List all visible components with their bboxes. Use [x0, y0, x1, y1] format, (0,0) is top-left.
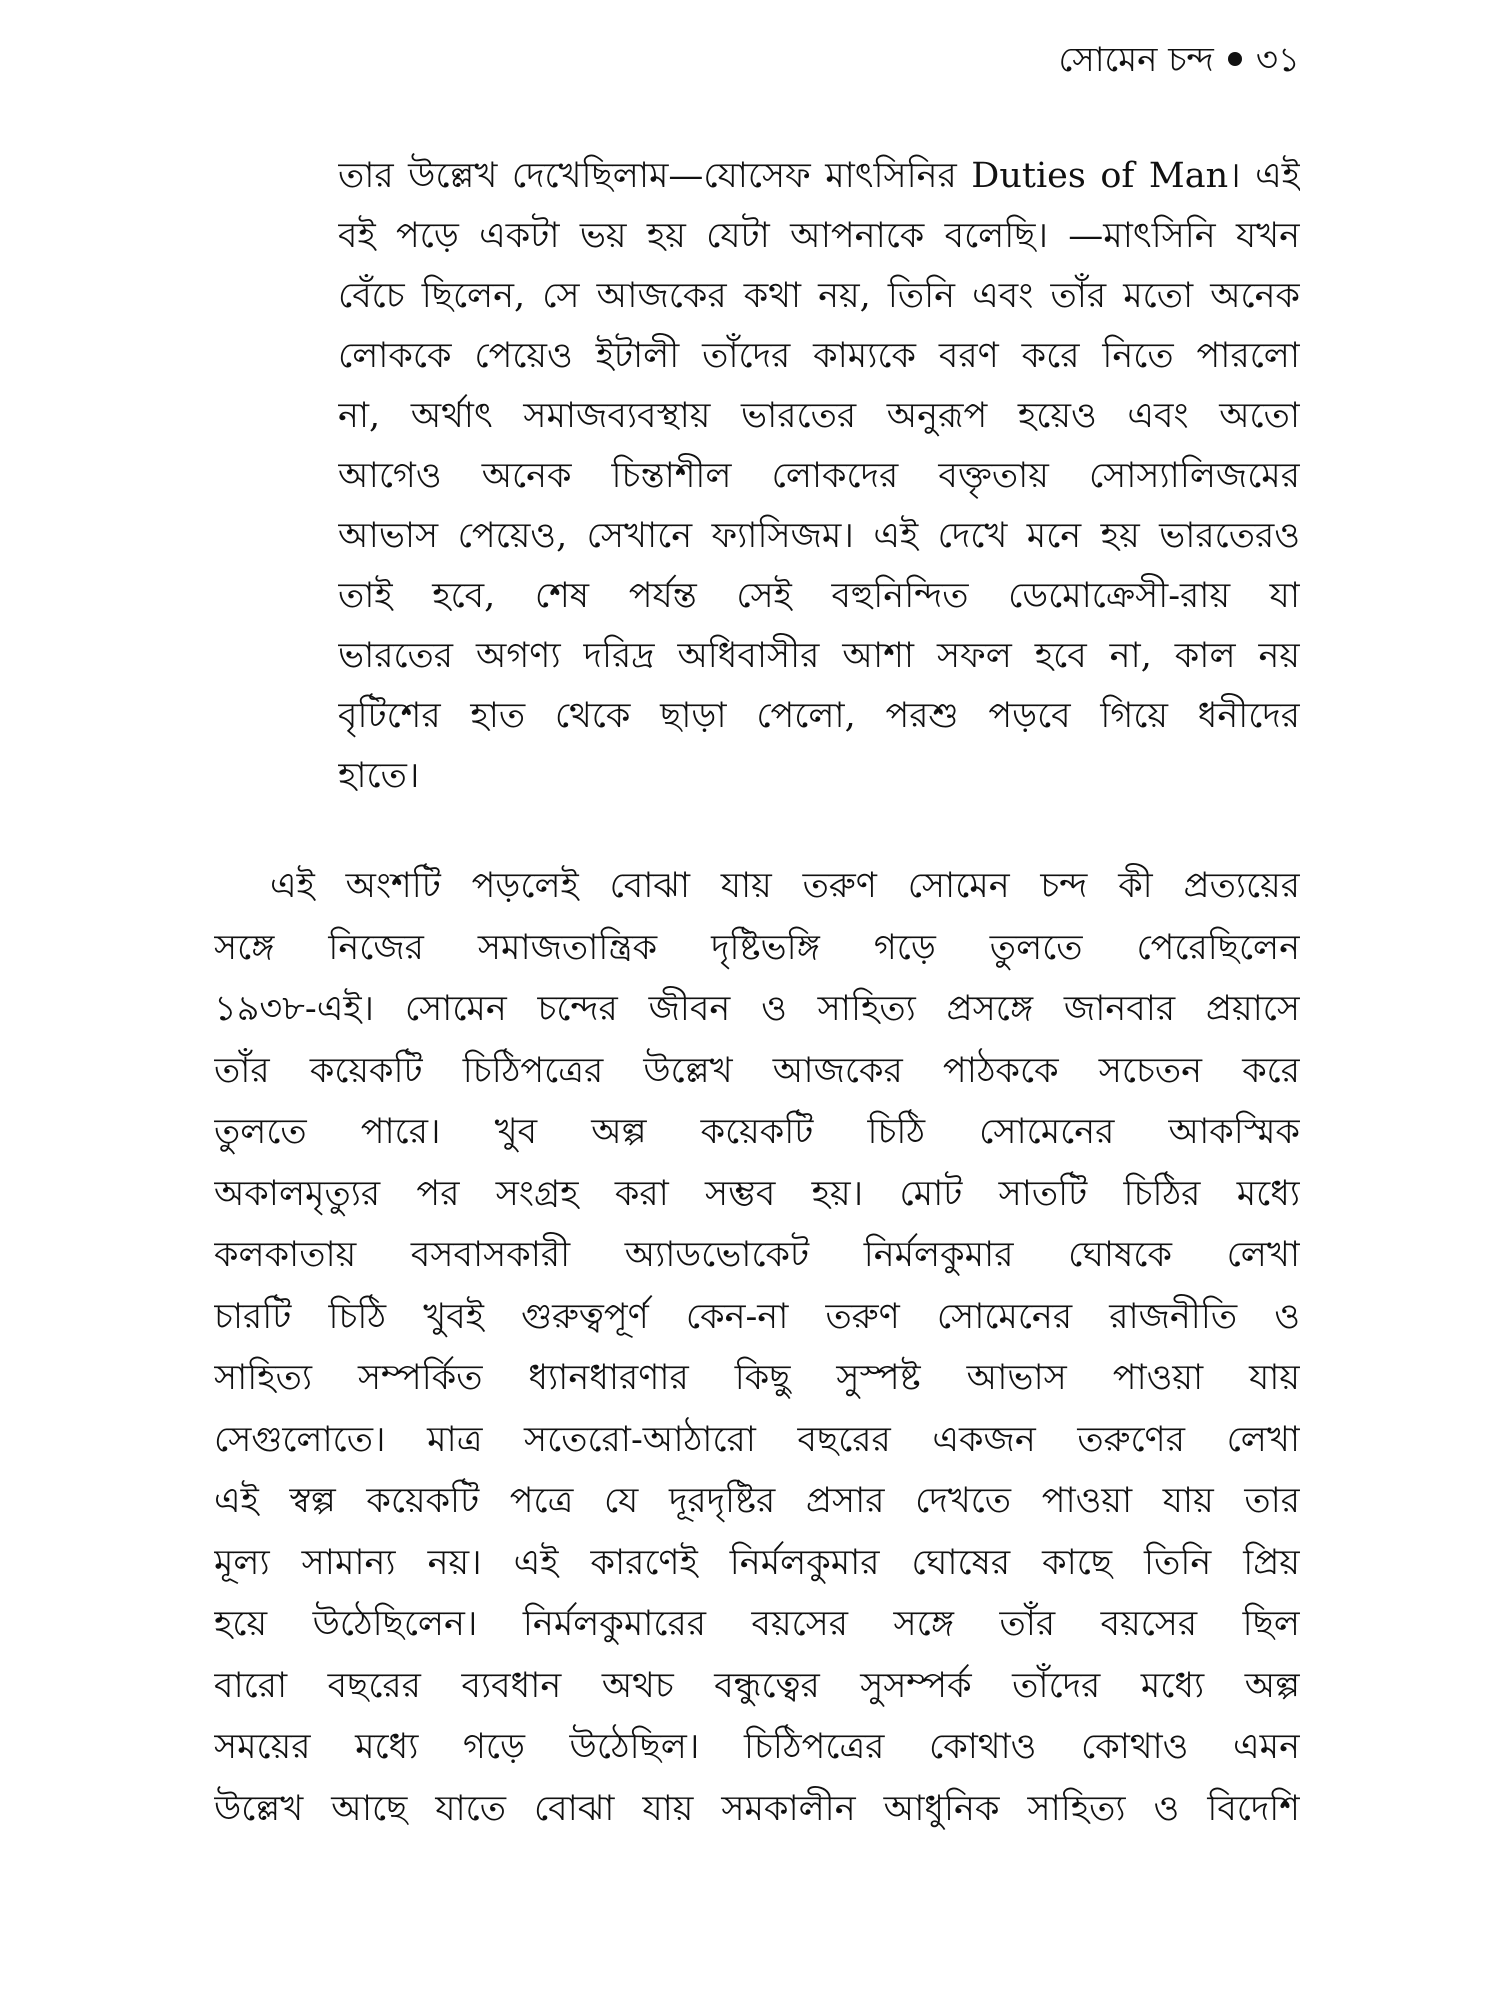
body-line: এই অংশটি পড়লেই বোঝা যায় তরুণ সোমেন চন্দ কী প্রত্যয়ের: [270, 866, 1300, 906]
body-line: মূল্য সামান্য নয়। এই কারণেই নির্মলকুমার ঘোষের কাছে তিনি প্রিয়: [214, 1542, 1300, 1583]
page-number: ৩১: [1255, 40, 1300, 80]
body-line: বারো বছরের ব্যবধান অথচ বন্ধুত্বের সুসম্পর্ক তাঁদের মধ্যে অল্প: [214, 1665, 1300, 1706]
body-line: সাহিত্য সম্পর্কিত ধ্যানধারণার কিছু সুস্পষ্ট আভাস পাওয়া যায়: [214, 1358, 1300, 1398]
quote-line: হাতে।: [338, 756, 420, 796]
running-header: [1058, 38, 1300, 82]
quote-line: লোককে পেয়েও ইটালী তাঁদের কাম্যকে বরণ করে নিতে পারলো: [338, 336, 1300, 376]
quote-line: বেঁচে ছিলেন, সে আজকের কথা নয়, তিনি এবং তাঁর মতো অনেক: [338, 276, 1300, 316]
body-line: সঙ্গে নিজের সমাজতান্ত্রিক দৃষ্টিভঙ্গি গড়ে তুলতে পেরেছিলেন: [214, 927, 1300, 968]
quote-line: আগেও অনেক চিন্তাশীল লোকদের বক্তৃতায় সোস্যালিজমের: [338, 456, 1300, 496]
body-line: চারটি চিঠি খুবই গুরুত্বপূর্ণ কেন-না তরুণ সোমেনের রাজনীতি ও: [214, 1296, 1300, 1337]
quote-line: তার উল্লেখ দেখেছিলাম—যোসেফ মাৎসিনির Duties of Man। এই: [338, 156, 1300, 196]
quote-line: বৃটিশের হাত থেকে ছাড়া পেলো, পরশু পড়বে গিয়ে ধনীদের: [338, 696, 1300, 736]
bullet-icon: [1228, 52, 1242, 66]
body-line: তুলতে পারে। খুব অল্প কয়েকটি চিঠি সোমেনের আকস্মিক: [214, 1112, 1300, 1152]
running-header-title: সোমেন চন্দ: [1058, 40, 1214, 80]
block-quote: [338, 146, 1300, 846]
body-line: হয়ে উঠেছিলেন। নির্মলকুমারের বয়সের সঙ্গে তাঁর বয়সের ছিল: [214, 1604, 1300, 1644]
quote-line: না, অর্থাৎ সমাজব্যবস্থায় ভারতের অনুরূপ হয়েও এবং অতো: [338, 396, 1300, 436]
body-line: অকালমৃত্যুর পর সংগ্রহ করা সম্ভব হয়। মোট সাতটি চিঠির মধ্যে: [214, 1173, 1300, 1214]
body-line: কলকাতায় বসবাসকারী অ্যাডভোকেট নির্মলকুমার ঘোষকে লেখা: [214, 1235, 1300, 1275]
body-line: এই স্বল্প কয়েকটি পত্রে যে দূরদৃষ্টির প্রসার দেখতে পাওয়া যায় তার: [214, 1481, 1300, 1521]
quote-line: ভারতের অগণ্য দরিদ্র অধিবাসীর আশা সফল হবে না, কাল নয়: [338, 636, 1300, 676]
body-line: সেগুলোতে। মাত্র সতেরো-আঠারো বছরের একজন তরুণের লেখা: [214, 1419, 1300, 1460]
body-line: সময়ের মধ্যে গড়ে উঠেছিল। চিঠিপত্রের কোথাও কোথাও এমন: [214, 1727, 1300, 1767]
quote-line: বই পড়ে একটা ভয় হয় যেটা আপনাকে বলেছি। —মাৎসিনি যখন: [338, 216, 1300, 256]
body-line: উল্লেখ আছে যাতে বোঝা যায় সমকালীন আধুনিক সাহিত্য ও বিদেশি: [214, 1788, 1300, 1829]
body-line: তাঁর কয়েকটি চিঠিপত্রের উল্লেখ আজকের পাঠককে সচেতন করে: [214, 1050, 1300, 1091]
body-paragraph: [214, 856, 1300, 1956]
body-line: ১৯৩৮-এই। সোমেন চন্দের জীবন ও সাহিত্য প্রসঙ্গে জানবার প্রয়াসে: [214, 989, 1300, 1029]
quote-line: আভাস পেয়েও, সেখানে ফ্যাসিজম। এই দেখে মনে হয় ভারতেরও: [338, 516, 1300, 556]
quote-line: তাই হবে, শেষ পর্যন্ত সেই বহুনিন্দিত ডেমোক্রেসী-রায় যা: [338, 576, 1300, 616]
